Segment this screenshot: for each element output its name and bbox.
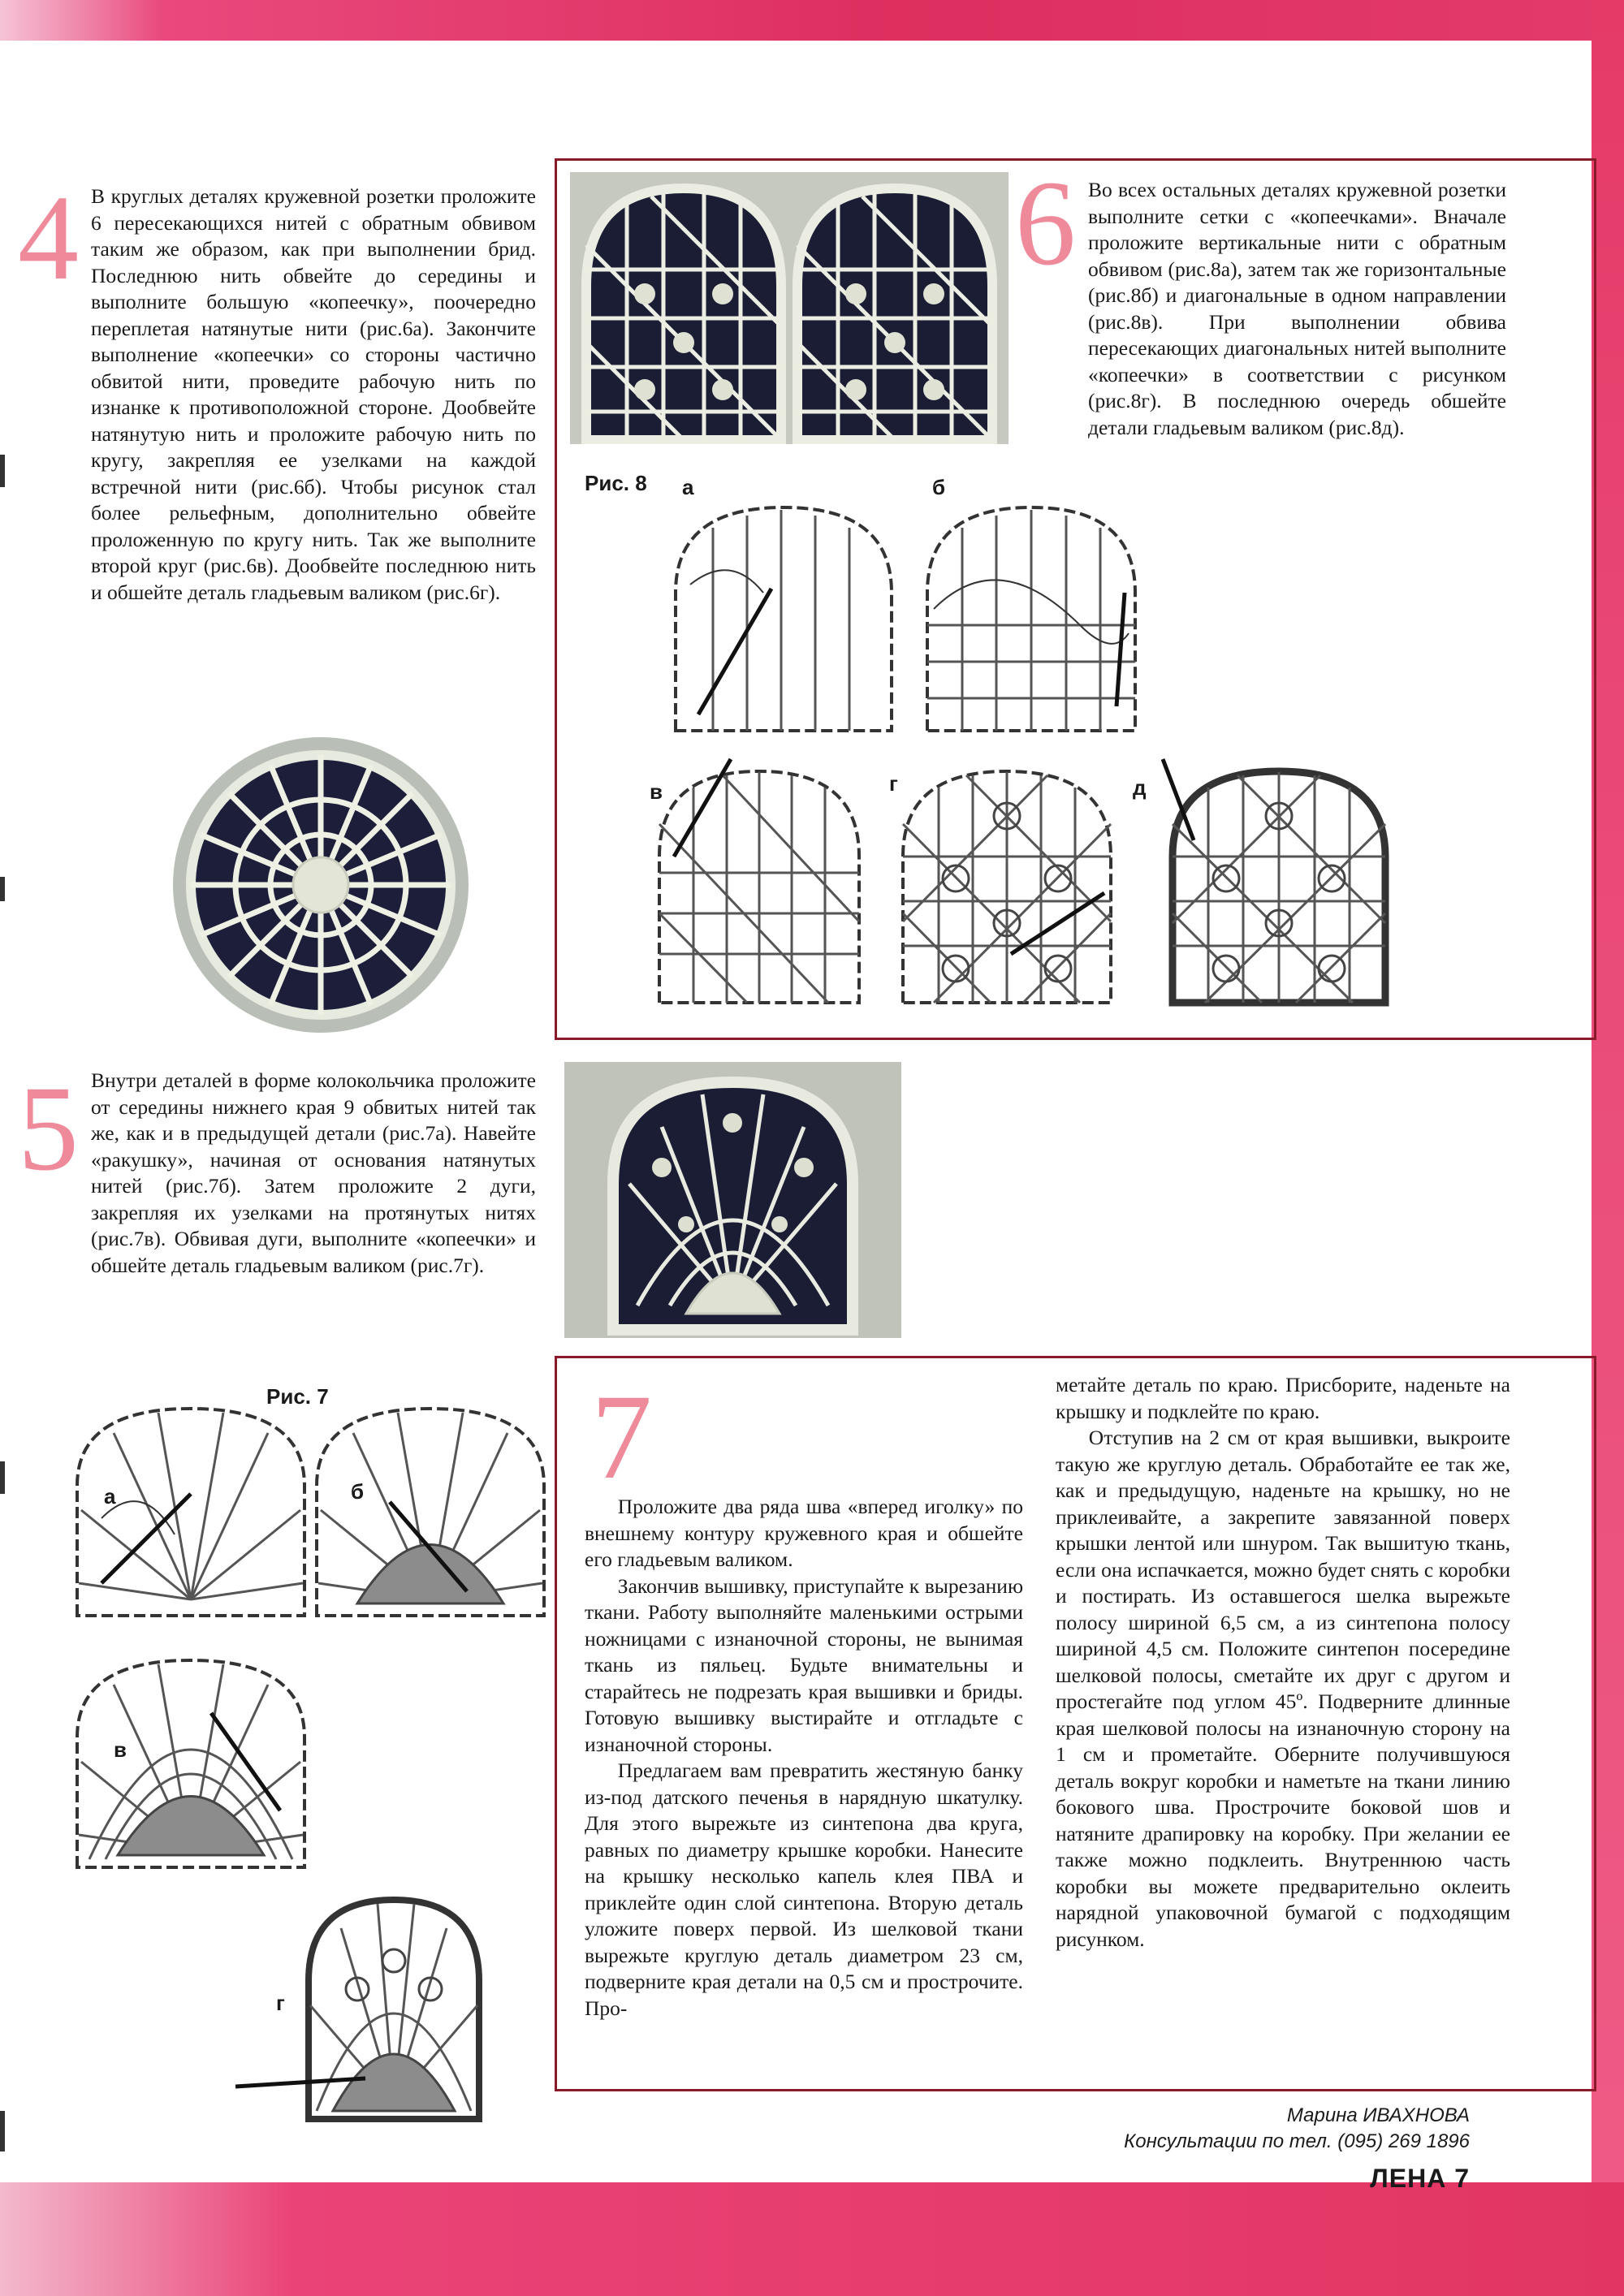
figure-8-label-b: б	[932, 475, 946, 499]
figure-7a-diagram	[69, 1396, 313, 1624]
figure-8-label-g: г	[889, 771, 898, 796]
step-4-number: 4	[18, 170, 79, 305]
step-5-paragraph: Внутри деталей в форме колокольчика проложите от середины нижнего края 9 обвитых нитей так же, как и в предыдущей детали (рис.7а). Навейте «ракушку», начиная от основания натянутых нитей (рис.7б). Затем проложите 2 дуги, закрепляя их узелками на протянутых нитях (рис.7в). Обвивая дуги, выполните «копеечки» и обшейте деталь гладьевым валиком (рис.7г).	[91, 1068, 536, 1277]
step-4-text	[91, 183, 536, 606]
figure-8v-diagram	[650, 751, 869, 1011]
step-6-text	[1088, 177, 1506, 441]
step-7-paragraph: метайте деталь по краю. Присборите, наденьте на крышку и подклейте по краю.	[1056, 1373, 1510, 1423]
page-frame-right	[1592, 0, 1624, 2296]
edge-mark	[0, 1461, 5, 1494]
step-6-number: 6	[1015, 156, 1076, 291]
round-lace-photo	[171, 735, 471, 1035]
figure-7-title: Рис. 7	[266, 1384, 329, 1409]
figure-8-label-a: а	[682, 475, 694, 499]
step-7-col2	[1056, 1372, 1510, 1953]
step-7-paragraph: Закончив вышивку, приступайте к вырезанию ткани. Работу выполняйте маленькими острыми ножницами с изнаночной стороны, не вынимая ткань из пяльец. Будьте внимательны и старайтесь не подрезать края вышивки и бриды. Готовую вышивку выстирайте и отгладьте с изнаночной стороны.	[585, 1573, 1023, 1756]
figure-7-label-g: г	[276, 1991, 285, 2015]
step-6-paragraph: Во всех остальных деталях кружевной розетки выполните сетки с «копеечками». Вначале проложите вертикальные нити с обратным обвивом (рис.8а), затем так же горизонтальные (рис.8б) и диагональные в одном направлении (рис.8в). При выполнении обвива пересекающих диагональных нитей выполните «копеечки» в соответствии с рисунком (рис.8г). В последнюю очередь обшейте детали гладьевым валиком (рис.8д).	[1088, 178, 1506, 439]
edge-mark	[0, 2111, 5, 2151]
figure-8-label-d: д	[1133, 775, 1147, 800]
bell-lace-photo	[564, 1062, 901, 1338]
figure-7v-diagram	[69, 1648, 313, 1875]
step-7-paragraph: Проложите два ряда шва «вперед иголку» по внешнему контуру кружевного края и обшейте его гладьевым валиком.	[585, 1495, 1023, 1571]
figure-8b-diagram	[918, 495, 1145, 739]
author-name: Марина ИВАХНОВА	[1286, 2104, 1470, 2126]
magazine-page-number: ЛЕНА 7	[1370, 2164, 1470, 2193]
lace-grid-photo	[570, 172, 1009, 444]
step-4-paragraph: В круглых деталях кружевной розетки проложите 6 пересекающихся нитей с обратным обвивом таким же образом, как при выполнении брид. Последнюю нить обвейте до середины и выполните большую «копеечку», поочередно переплетая натянутые нити (рис.6а). Закончите выполнение «копеечки» со стороны частично обвитой нити, проведите рабочую нить по изнанке к противоположной стороне. Дообвейте натянутую нить и проложите рабочую нить по кругу, закрепляя ее узелками на каждой встречной нити (рис.6б). Чтобы рисунок стал более рельефным, дополнительно обвейте проложенную по кругу нить. Так же выполните второй круг (рис.6в). Дообвейте последнюю нить и обшейте деталь гладьевым валиком (рис.6г).	[91, 184, 536, 604]
figure-7g-diagram	[235, 1884, 487, 2127]
figure-8g-diagram	[893, 751, 1121, 1011]
figure-7-label-b: б	[351, 1479, 365, 1504]
edge-mark	[0, 877, 5, 901]
figure-8d-diagram	[1161, 751, 1397, 1011]
step-5-number: 5	[18, 1061, 79, 1196]
figure-8a-diagram	[666, 495, 901, 739]
author-credit	[1124, 2103, 1470, 2155]
step-7-col1	[585, 1494, 1023, 2022]
figure-8-label-v: в	[650, 779, 663, 804]
step-7-paragraph: Отступив на 2 см от края вышивки, выкроите такую же круглую деталь. Обработайте ее так же, как и предыдущую, наденьте на крышку, но не приклеивайте, а закрепите завязанной поверх крышки лентой или шнуром. Так вышитую ткань, если она испачкается, можно будет снять с коробки и постирать. Из оставшегося шелка вырежьте полосу шириной 6,5 см, а из синтепона полосу шириной 4,5 см. Положите синтепон посередине шелковой полосы, сметайте их друг с другом и простегайте под углом 45º. Подверните длинные края шелковой полосы на изнаночную сторону на 1 см и прометайте. Оберните получившуюся деталь вокруг коробки и наметьте на ткани линию бокового шва. Прострочите боковой шов и натяните драпировку на коробку. При желании ее также можно подклеить. Внутреннюю часть коробки вы можете предварительно оклеить нарядной упаковочной бумагой с подходящим рисунком.	[1056, 1426, 1510, 1951]
step-7-number: 7	[591, 1370, 652, 1504]
consultation-phone: Консультации по тел. (095) 269 1896	[1124, 2130, 1470, 2152]
figure-7-label-a: а	[104, 1484, 116, 1508]
edge-mark	[0, 455, 5, 487]
page-frame-top	[0, 0, 1624, 41]
figure-7b-diagram	[309, 1396, 552, 1624]
step-7-paragraph: Предлагаем вам превратить жестяную банку из-под датского печенья в нарядную шкатулку. Для этого вырежьте из синтепона два круга, равных по диаметру крышке коробки. Нанесите на крышку несколько капель клея ПВА и приклейте один слой синтепона. Вторую деталь уложите поверх первой. Из шелковой ткани вырежьте круглую деталь диаметром 23 см, подверните края детали на 0,5 см и прострочите. Про-	[585, 1759, 1023, 2020]
step-5-text	[91, 1068, 536, 1279]
page-frame-bottom	[0, 2182, 1624, 2296]
figure-8-title: Рис. 8	[585, 471, 647, 495]
figure-7-label-v: в	[114, 1737, 127, 1762]
